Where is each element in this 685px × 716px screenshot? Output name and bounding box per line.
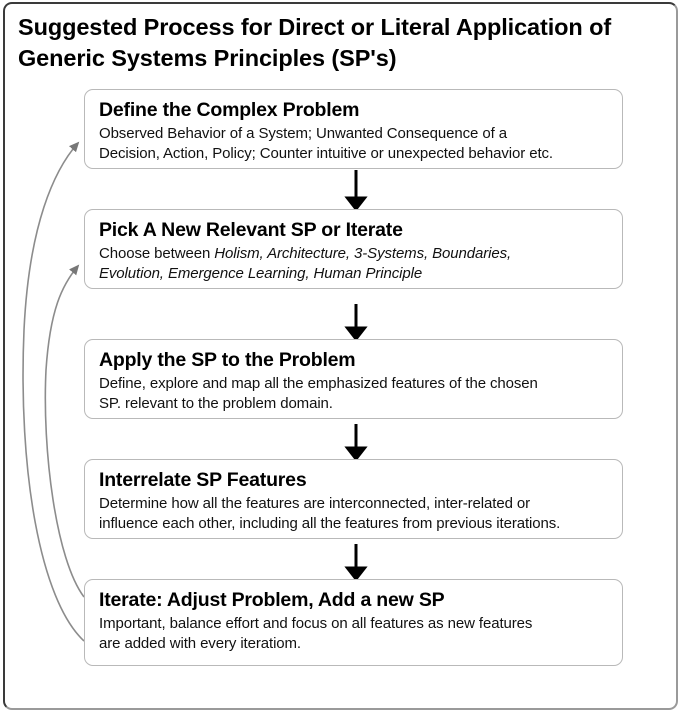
step-body-line-2: SP. relevant to the problem domain.	[99, 395, 333, 413]
step-heading: Apply the SP to the Problem	[99, 349, 356, 371]
step-heading: Iterate: Adjust Problem, Add a new SP	[99, 589, 445, 611]
step-box-apply-the-sp-to-the-problem[interactable]	[84, 339, 623, 419]
step-body-italic-2: Evolution, Emergence Learning, Human Principle	[99, 265, 423, 283]
step-box-iterate-adjust-problem-add-a-new-sp[interactable]	[84, 579, 623, 666]
step-body	[99, 124, 608, 164]
step-body-line-2: are added with every iteratiom.	[99, 635, 302, 653]
step-body-line-1: Determine how all the features are interconnected, inter-related or	[99, 495, 531, 512]
step-body-line-1: Observed Behavior of a System; Unwanted Consequence of a	[99, 125, 507, 142]
step-box-pick-a-new-relevant-sp-or-iterate[interactable]	[84, 209, 623, 289]
step-heading: Define the Complex Problem	[99, 99, 360, 121]
step-body-line-1: Define, explore and map all the emphasized features of the chosen	[99, 375, 538, 392]
step-body	[99, 614, 608, 654]
step-box-interrelate-sp-features[interactable]	[84, 459, 623, 539]
diagram-title: Suggested Process for Direct or Literal Application of Generic Systems Principles (SP's)	[18, 14, 612, 72]
step-body-line-1: Important, balance effort and focus on all features as new features	[99, 615, 533, 632]
step-body-line-2: Decision, Action, Policy; Counter intuitive or unexpected behavior etc.	[99, 145, 553, 163]
step-box-define-the-complex-problem[interactable]	[84, 89, 623, 169]
step-heading: Interrelate SP Features	[99, 469, 307, 491]
step-body	[99, 244, 608, 284]
step-body-italic-1: Holism, Architecture, 3-Systems, Boundaries,	[214, 245, 512, 262]
step-body	[99, 374, 608, 414]
step-heading: Pick A New Relevant SP or Iterate	[99, 219, 403, 241]
step-body	[99, 494, 608, 534]
step-body-line-2: influence each other, including all the features from previous iterations.	[99, 515, 561, 533]
step-body-prefix: Choose between	[99, 245, 215, 262]
